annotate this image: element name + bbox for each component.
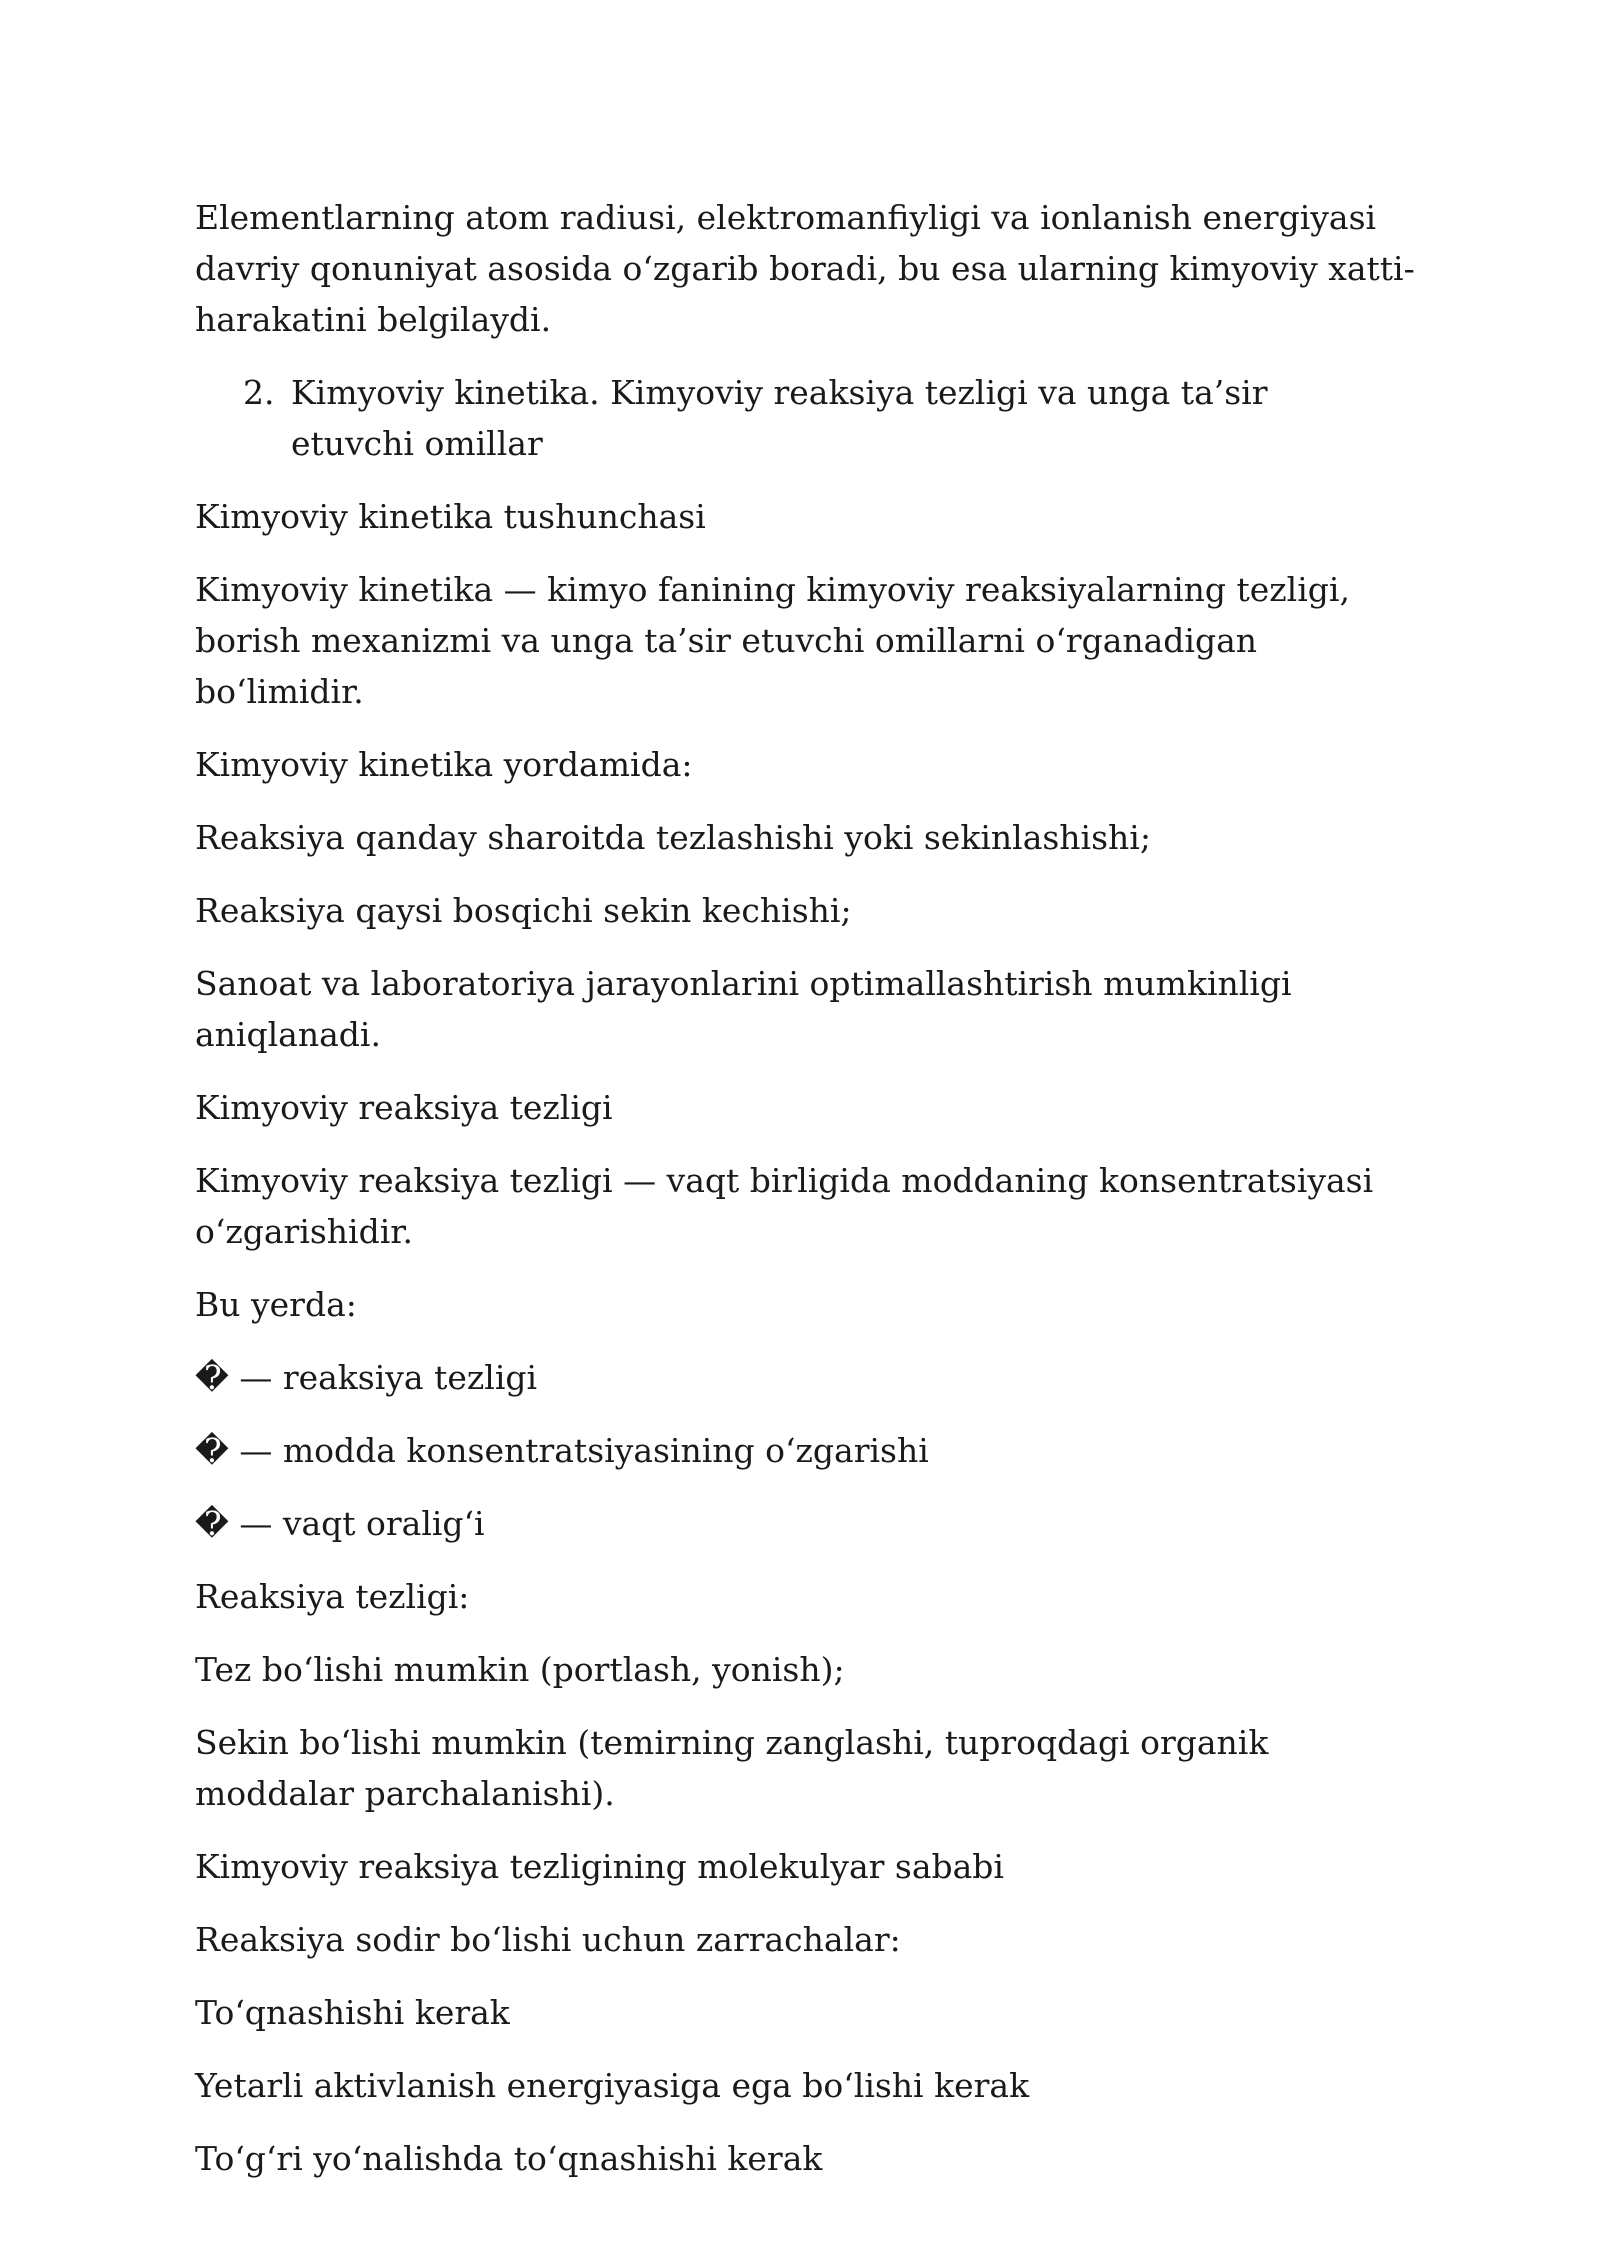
paragraph-condition-2: Yetarli aktivlanish energiyasiga ega bo‘lishi kerak (195, 2066, 1030, 2105)
paragraph-tez: Tez bo‘lishi mumkin (portlash, yonish); (195, 1650, 845, 1689)
paragraph-point-2: Reaksiya qaysi bosqichi sekin kechishi; (195, 891, 852, 930)
paragraph-symbol-konsentratsiya: � — modda konsentratsiyasining o‘zgarishi (195, 1431, 929, 1470)
paragraph-symbol-tezlik: � — reaksiya tezligi (195, 1358, 538, 1397)
paragraph-point-3: Sanoat va laboratoriya jarayonlarini optimallashtirish mumkinligi aniqlanadi. (195, 964, 1292, 1054)
list-item-text: Kimyoviy kinetika. Kimyoviy reaksiya tezligi va unga ta’sir etuvchi omillar (291, 373, 1268, 463)
paragraph-kinetika-yordamida: Kimyoviy kinetika yordamida: (195, 745, 693, 784)
paragraph-sekin: Sekin bo‘lishi mumkin (temirning zanglashi, tuproqdagi organik moddalar parchalanishi). (195, 1723, 1269, 1813)
numbered-list-item (195, 367, 1425, 469)
paragraph-tezlik-definition: Kimyoviy reaksiya tezligi — vaqt birligida moddaning konsentratsiyasi o‘zgarishidir. (195, 1161, 1374, 1251)
heading-reaksiya-tezligi: Kimyoviy reaksiya tezligi (195, 1088, 613, 1127)
paragraph-intro: Elementlarning atom radiusi, elektromanfiyligi va ionlanish energiyasi davriy qonuniyat asosida o‘zgarib boradi, bu esa ularning kimyoviy xatti-harakatini belgilaydi. (195, 198, 1415, 339)
list-number: 2. (243, 373, 275, 412)
heading-molekulyar-sabab: Kimyoviy reaksiya tezligining molekulyar sababi (195, 1847, 1004, 1886)
paragraph-symbol-vaqt: � — vaqt oralig‘i (195, 1504, 485, 1543)
paragraph-reaksiya-tezligi-label: Reaksiya tezligi: (195, 1577, 470, 1616)
paragraph-point-1: Reaksiya qanday sharoitda tezlashishi yoki sekinlashishi; (195, 818, 1151, 857)
heading-kinetika-tushunchasi: Kimyoviy kinetika tushunchasi (195, 497, 706, 536)
paragraph-kinetika-definition: Kimyoviy kinetika — kimyo fanining kimyoviy reaksiyalarning tezligi, borish mexanizmi va unga ta’sir etuvchi omillarni o‘rganadigan bo‘limidir. (195, 570, 1350, 711)
paragraph-zarrachalar: Reaksiya sodir bo‘lishi uchun zarrachalar: (195, 1920, 901, 1959)
paragraph-bu-yerda: Bu yerda: (195, 1285, 357, 1324)
document-body (195, 192, 1425, 2206)
paragraph-condition-1: To‘qnashishi kerak (195, 1993, 510, 2032)
paragraph-condition-3: To‘g‘ri yo‘nalishda to‘qnashishi kerak (195, 2139, 823, 2178)
